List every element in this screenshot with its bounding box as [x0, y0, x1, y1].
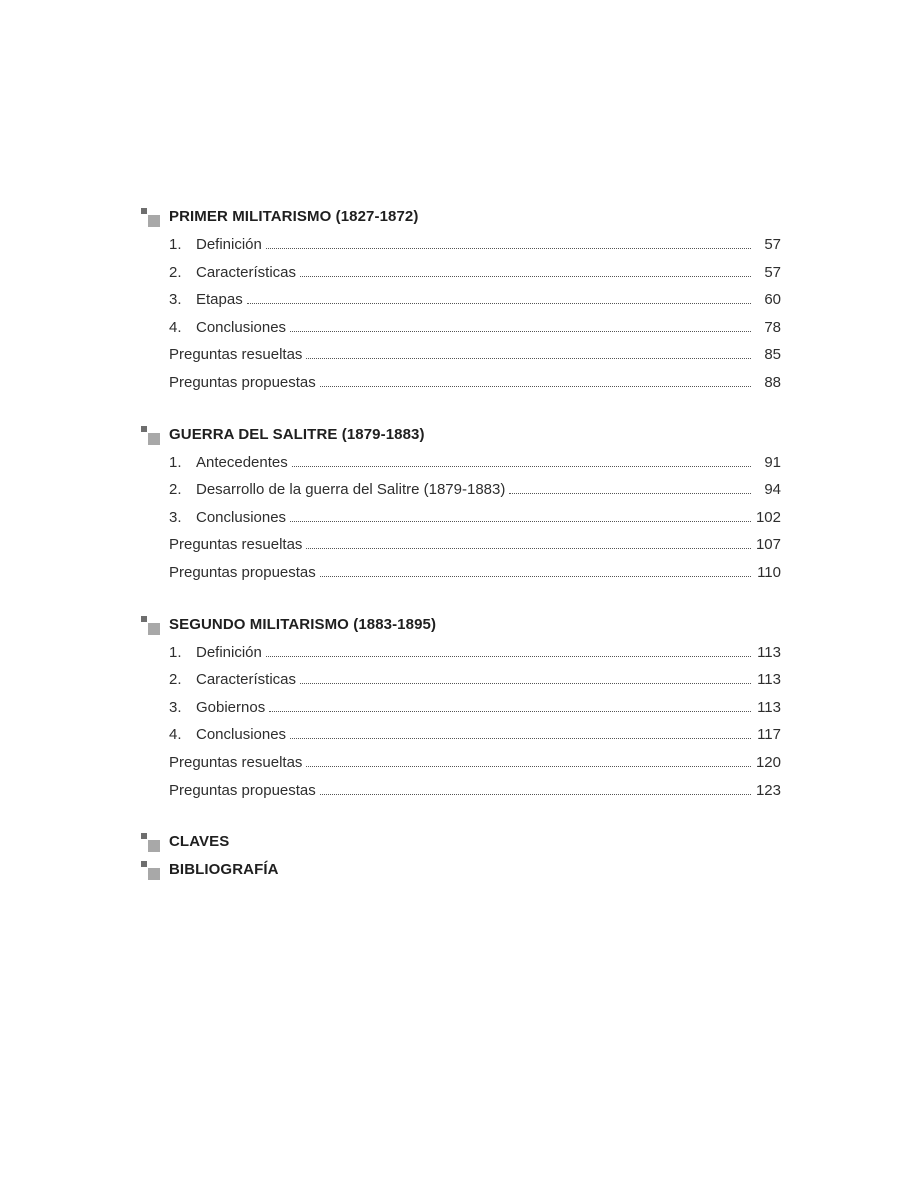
dot-leader — [266, 655, 751, 657]
toc-entry[interactable] — [141, 671, 781, 699]
entry-page: 57 — [764, 236, 781, 253]
entry-number: 1. — [169, 453, 182, 471]
toc-entry-preguntas-propuestas[interactable] — [141, 782, 781, 810]
entry-label: Preguntas propuestas — [169, 781, 316, 799]
section-title: PRIMER MILITARISMO (1827-1872) — [169, 208, 419, 225]
section-heading — [141, 831, 781, 853]
entry-number: 3. — [169, 698, 182, 716]
entry-label: Conclusiones — [196, 508, 287, 526]
toc-section-claves[interactable] — [141, 831, 781, 853]
section-title: GUERRA DEL SALITRE (1879-1883) — [169, 425, 425, 443]
toc-entry[interactable] — [141, 699, 781, 727]
entry-page: 117 — [757, 726, 781, 744]
dot-leader — [300, 682, 751, 684]
entry-page: 110 — [757, 563, 781, 581]
entry-label: Conclusiones — [196, 318, 287, 336]
entry-number: 3. — [169, 291, 182, 309]
toc-entry-preguntas-resueltas[interactable] — [141, 536, 781, 564]
square-bullet-icon — [141, 206, 169, 228]
entry-page: 102 — [755, 508, 781, 526]
dot-leader — [306, 547, 751, 549]
toc-section-primer-militarismo — [141, 206, 781, 402]
entry-label: Definición — [196, 236, 262, 253]
dot-leader — [290, 520, 751, 522]
entry-label: Definición — [196, 643, 262, 661]
dot-leader — [300, 275, 751, 277]
toc-entry[interactable] — [141, 509, 781, 537]
entry-page: 78 — [764, 318, 781, 336]
toc-section-bibliografia[interactable] — [141, 859, 781, 881]
entry-page: 113 — [757, 698, 781, 716]
toc-entry[interactable] — [141, 644, 781, 672]
entry-page: 113 — [757, 671, 781, 689]
dot-leader — [266, 247, 751, 249]
toc-entry-preguntas-resueltas[interactable] — [141, 754, 781, 782]
entry-label: Antecedentes — [196, 453, 288, 471]
square-bullet-icon — [141, 424, 169, 446]
toc-entry[interactable] — [141, 264, 781, 292]
entry-page: 120 — [755, 753, 781, 771]
entry-label: Preguntas propuestas — [169, 563, 316, 581]
section-title: BIBLIOGRAFÍA — [169, 861, 279, 879]
toc-entry-preguntas-propuestas[interactable] — [141, 564, 781, 592]
dot-leader — [320, 793, 751, 795]
table-of-contents — [141, 206, 781, 887]
entry-page: 88 — [764, 373, 781, 391]
entry-label: Etapas — [196, 291, 243, 309]
entry-label: Características — [196, 263, 297, 281]
entry-number: 3. — [169, 508, 182, 526]
toc-entry[interactable] — [141, 481, 781, 509]
square-bullet-icon — [141, 859, 169, 881]
toc-entry[interactable] — [141, 319, 781, 347]
entry-page: 113 — [757, 643, 781, 661]
entry-page: 85 — [764, 346, 781, 364]
toc-entry-preguntas-resueltas[interactable] — [141, 346, 781, 374]
dot-leader — [306, 765, 751, 767]
entry-page: 123 — [755, 781, 781, 799]
entry-number: 1. — [169, 236, 182, 253]
entry-number: 2. — [169, 671, 182, 689]
dot-leader — [320, 575, 751, 577]
entry-number: 2. — [169, 263, 182, 281]
dot-leader — [247, 302, 751, 304]
dot-leader — [292, 465, 751, 467]
section-heading — [141, 424, 781, 446]
square-bullet-icon — [141, 831, 169, 853]
entry-page: 91 — [764, 453, 781, 471]
entry-page: 60 — [764, 291, 781, 309]
toc-entry[interactable] — [141, 726, 781, 754]
section-title: CLAVES — [169, 833, 230, 851]
square-bullet-icon — [141, 614, 169, 636]
entry-label: Preguntas propuestas — [169, 373, 316, 391]
entry-page: 57 — [764, 263, 781, 281]
entry-label: Desarrollo de la guerra del Salitre (1879-1883) — [196, 481, 506, 499]
entry-number: 4. — [169, 726, 182, 744]
entry-page: 94 — [764, 481, 781, 499]
toc-section-segundo-militarismo — [141, 614, 781, 810]
entry-number: 4. — [169, 318, 182, 336]
entry-label: Gobiernos — [196, 698, 266, 716]
section-heading — [141, 859, 781, 881]
section-heading — [141, 614, 781, 636]
dot-leader — [269, 710, 751, 712]
entry-page: 107 — [755, 536, 781, 554]
dot-leader — [306, 357, 751, 359]
entry-number: 2. — [169, 481, 182, 499]
entry-number: 1. — [169, 643, 182, 661]
toc-entry[interactable] — [141, 291, 781, 319]
dot-leader — [320, 385, 751, 387]
entry-label: Preguntas resueltas — [169, 536, 303, 554]
toc-section-guerra-del-salitre — [141, 424, 781, 592]
dot-leader — [290, 330, 751, 332]
dot-leader — [290, 737, 751, 739]
toc-entry[interactable] — [141, 236, 781, 264]
entry-label: Características — [196, 671, 297, 689]
entry-label: Preguntas resueltas — [169, 753, 303, 771]
toc-entry-preguntas-propuestas[interactable] — [141, 374, 781, 402]
dot-leader — [509, 492, 751, 494]
entry-label: Preguntas resueltas — [169, 346, 303, 364]
section-heading — [141, 206, 781, 228]
section-title: SEGUNDO MILITARISMO (1883-1895) — [169, 615, 437, 633]
toc-entry[interactable] — [141, 454, 781, 482]
entry-label: Conclusiones — [196, 726, 287, 744]
